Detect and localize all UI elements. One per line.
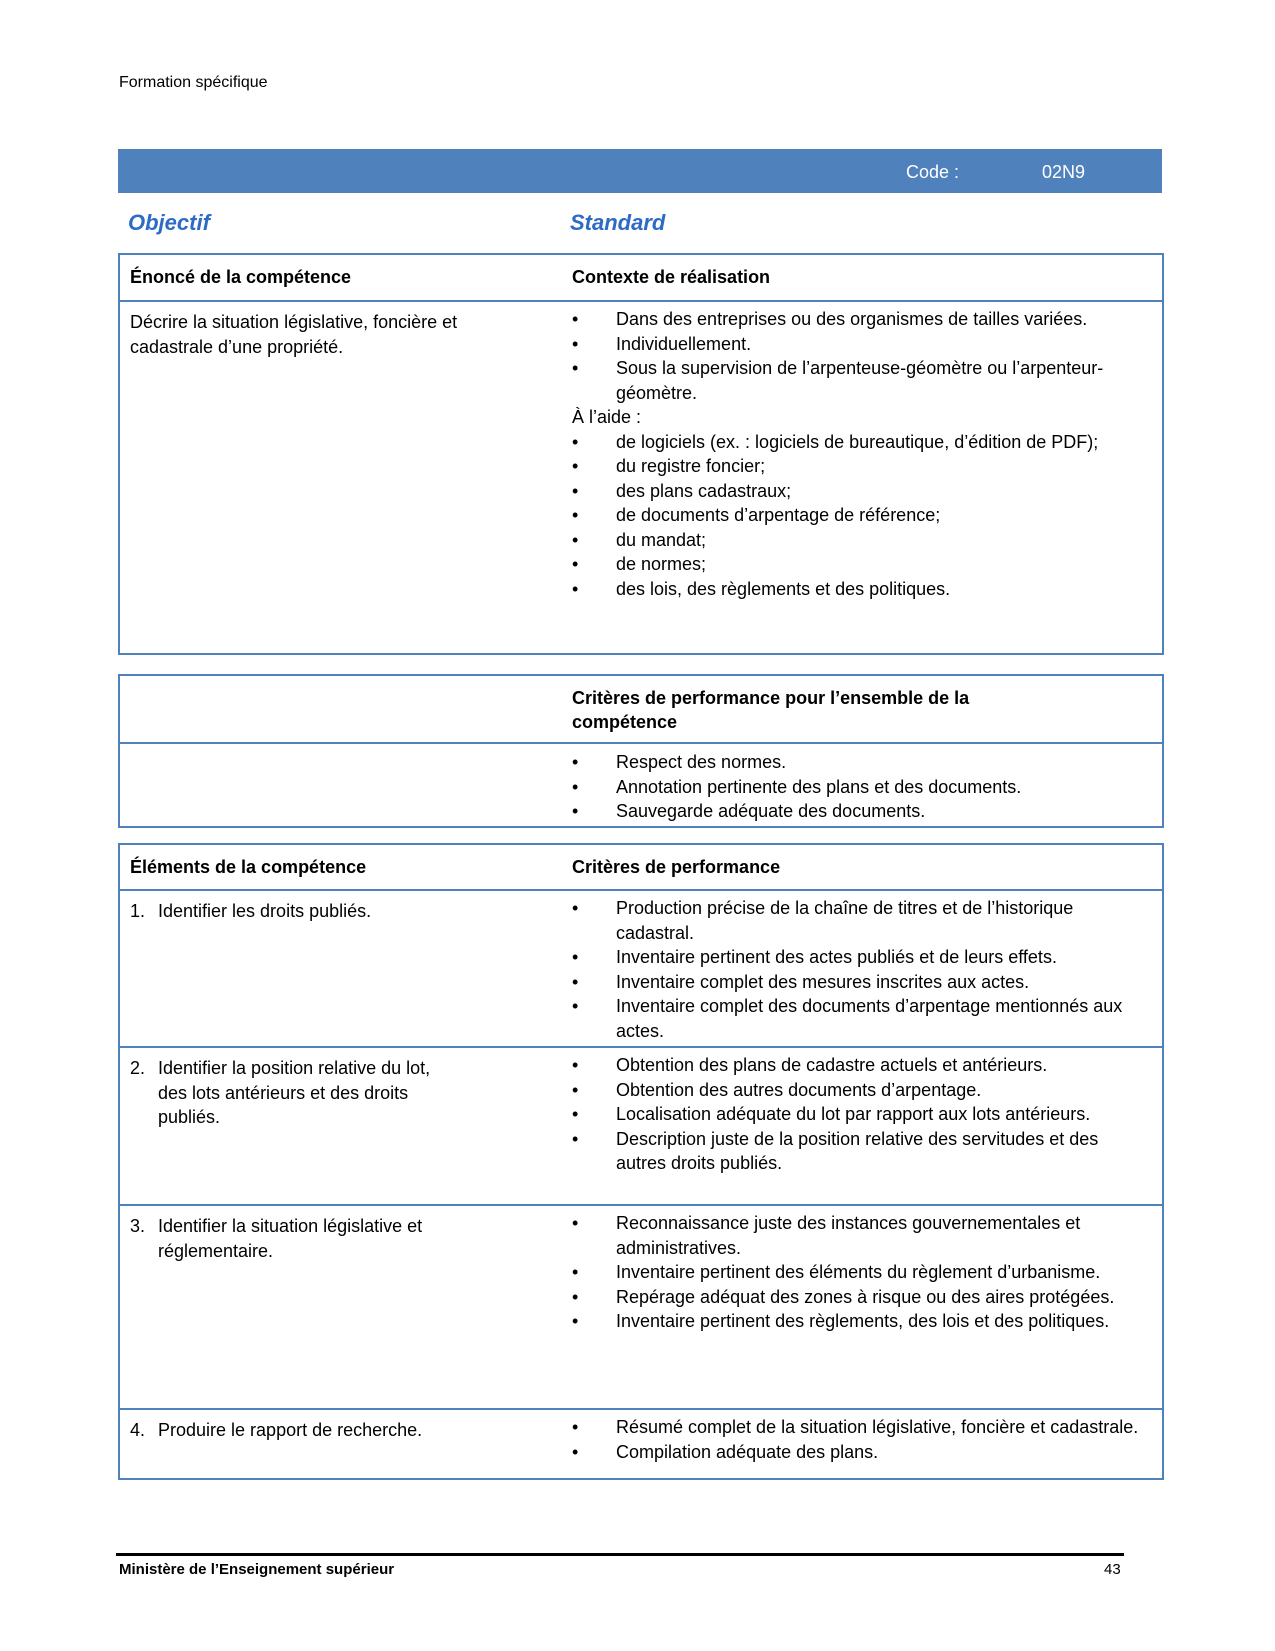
list-item: • Description juste de la position relative des servitudes et des autres droits publiés. — [572, 1127, 1152, 1176]
criteria-list — [572, 1415, 1152, 1464]
enonce-header: Énoncé de la compétence — [130, 267, 352, 287]
list-item: • de normes; — [572, 552, 1152, 577]
element-item — [130, 899, 450, 924]
list-item: • Sous la supervision de l’arpenteuse-géomètre ou l’arpenteur-géomètre. — [572, 356, 1152, 405]
footer-ministry: Ministère de l’Enseignement supérieur — [119, 1561, 395, 1578]
table-row — [120, 1204, 1162, 1408]
table-row — [120, 1046, 1162, 1204]
aide-list — [572, 430, 1152, 602]
table-row — [120, 1408, 1162, 1486]
element-item — [130, 1214, 450, 1263]
list-item: • Obtention des plans de cadastre actuels et antérieurs. — [572, 1053, 1152, 1078]
element-text: Identifier la position relative du lot, des lots antérieurs et des droits publiés. — [158, 1058, 431, 1127]
list-item: • Dans des entreprises ou des organismes de tailles variées. — [572, 307, 1152, 332]
criteria-list — [572, 896, 1152, 1043]
list-item: • Inventaire pertinent des éléments du règlement d’urbanisme. — [572, 1260, 1152, 1285]
element-number: 3. — [130, 1216, 146, 1236]
context-list — [572, 307, 1152, 405]
table-row — [120, 889, 1162, 1046]
footer-rule — [116, 1553, 1124, 1556]
list-item: • Localisation adéquate du lot par rapport aux lots antérieurs. — [572, 1102, 1152, 1127]
criteria-overall-list — [572, 750, 1152, 824]
criteria-overall-header: Critères de performance pour l’ensemble de la compétence — [572, 688, 970, 732]
code-bar — [118, 149, 1162, 193]
criteria-header: Critères de performance — [572, 857, 781, 877]
list-item: • de logiciels (ex. : logiciels de bureautique, d’édition de PDF); — [572, 430, 1152, 455]
element-text: Identifier la situation législative et réglementaire. — [158, 1216, 423, 1261]
element-number: 1. — [130, 901, 146, 921]
criteria-list — [572, 1211, 1152, 1334]
list-item: • Repérage adéquat des zones à risque ou des aires protégées. — [572, 1285, 1152, 1310]
competence-statement: Décrire la situation législative, foncière et cadastrale d’une propriété. — [130, 312, 458, 357]
element-item — [130, 1418, 490, 1443]
code-value: 02N9 — [1042, 162, 1086, 182]
list-item: • Production précise de la chaîne de titres et de l’historique cadastral. — [572, 896, 1152, 945]
list-item: • Inventaire pertinent des règlements, des lois et des politiques. — [572, 1309, 1152, 1334]
element-number: 4. — [130, 1420, 146, 1440]
list-item: • Inventaire pertinent des actes publiés et de leurs effets. — [572, 945, 1152, 970]
list-item: • Individuellement. — [572, 332, 1152, 357]
aide-label: À l’aide : — [572, 407, 642, 427]
list-item: • Résumé complet de la situation législative, foncière et cadastrale. — [572, 1415, 1152, 1440]
list-item: • Annotation pertinente des plans et des documents. — [572, 775, 1152, 800]
page-header: Formation spécifique — [119, 74, 268, 91]
standard-title: Standard — [570, 210, 666, 235]
criteria-list — [572, 1053, 1152, 1176]
elements-header: Éléments de la compétence — [130, 857, 367, 877]
list-item: • de documents d’arpentage de référence; — [572, 503, 1152, 528]
page-number: 43 — [1104, 1561, 1121, 1578]
enonce-table — [118, 253, 1164, 655]
list-item: • Sauvegarde adéquate des documents. — [572, 799, 1152, 824]
list-item: • Compilation adéquate des plans. — [572, 1440, 1152, 1465]
list-item: • du mandat; — [572, 528, 1152, 553]
element-number: 2. — [130, 1058, 146, 1078]
element-text: Produire le rapport de recherche. — [158, 1420, 423, 1440]
objectif-title: Objectif — [128, 210, 210, 235]
element-text: Identifier les droits publiés. — [158, 901, 372, 921]
list-item: • Reconnaissance juste des instances gouvernementales et administratives. — [572, 1211, 1152, 1260]
list-item: • du registre foncier; — [572, 454, 1152, 479]
list-item: • Obtention des autres documents d’arpentage. — [572, 1078, 1152, 1103]
list-item: • des lois, des règlements et des politiques. — [572, 577, 1152, 602]
list-item: • Respect des normes. — [572, 750, 1152, 775]
list-item: • Inventaire complet des documents d’arpentage mentionnés aux actes. — [572, 994, 1152, 1043]
elements-table — [118, 843, 1164, 1480]
list-item: • des plans cadastraux; — [572, 479, 1152, 504]
element-item — [130, 1056, 450, 1130]
list-item: • Inventaire complet des mesures inscrites aux actes. — [572, 970, 1152, 995]
code-label: Code : — [906, 162, 960, 182]
criteria-overall-table — [118, 674, 1164, 828]
contexte-header: Contexte de réalisation — [572, 267, 771, 287]
